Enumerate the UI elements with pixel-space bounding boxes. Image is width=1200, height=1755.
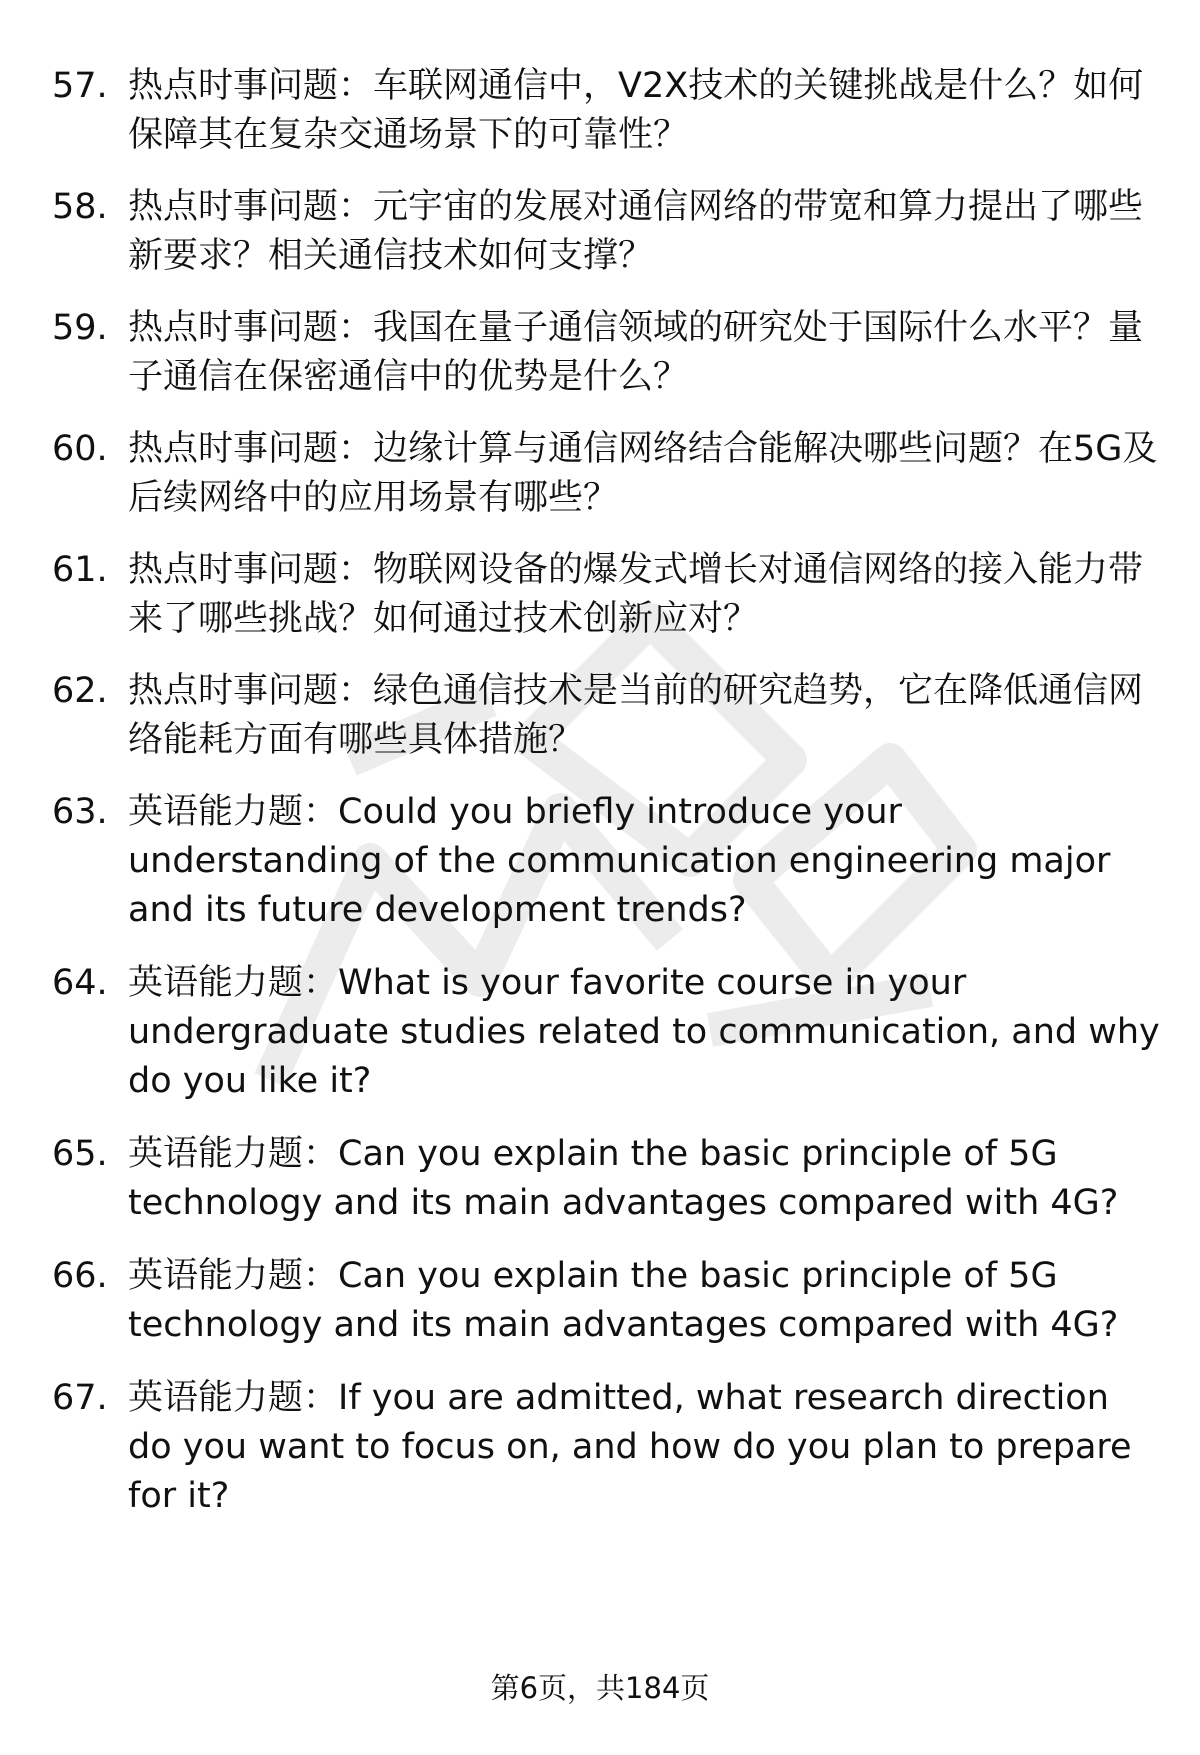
item-number: 66. xyxy=(52,1256,108,1296)
item-text: 英语能力题：Can you explain the basic principle of 5G technology and its main advantages compared with 4G? xyxy=(128,1134,1119,1223)
item-text: 英语能力题：Could you briefly introduce your understanding of the communication engineering major and its future development trends? xyxy=(128,792,1111,930)
item-number: 57. xyxy=(52,66,108,106)
item-number: 64. xyxy=(52,963,108,1003)
item-text: 英语能力题：Can you explain the basic principle of 5G technology and its main advantages compared with 4G? xyxy=(128,1256,1119,1345)
item-text: 热点时事问题：物联网设备的爆发式增长对通信网络的接入能力带来了哪些挑战？如何通过技术创新应对？ xyxy=(128,550,1144,639)
list-item xyxy=(52,304,1162,402)
list-item xyxy=(52,425,1162,523)
question-list xyxy=(52,62,1162,1545)
item-number: 58. xyxy=(52,187,108,227)
list-item xyxy=(52,1130,1162,1228)
item-text: 英语能力题：What is your favorite course in your undergraduate studies related to communication, and why do you like it? xyxy=(128,963,1160,1101)
list-item xyxy=(52,788,1162,935)
list-item xyxy=(52,62,1162,160)
item-number: 60. xyxy=(52,429,108,469)
item-number: 65. xyxy=(52,1134,108,1174)
page-number-footer: 第6页，共184页 xyxy=(490,1671,710,1705)
item-number: 61. xyxy=(52,550,108,590)
item-text: 热点时事问题：车联网通信中，V2X技术的关键挑战是什么？如何保障其在复杂交通场景下的可靠性？ xyxy=(128,66,1144,155)
item-text: 热点时事问题：绿色通信技术是当前的研究趋势，它在降低通信网络能耗方面有哪些具体措施？ xyxy=(128,671,1144,760)
list-item xyxy=(52,667,1162,765)
list-item xyxy=(52,183,1162,281)
list-item xyxy=(52,959,1162,1106)
item-number: 67. xyxy=(52,1378,108,1418)
item-text: 热点时事问题：元宇宙的发展对通信网络的带宽和算力提出了哪些新要求？相关通信技术如何支撑？ xyxy=(128,187,1144,276)
item-text: 热点时事问题：我国在量子通信领域的研究处于国际什么水平？量子通信在保密通信中的优势是什么？ xyxy=(128,308,1144,397)
item-text: 英语能力题：If you are admitted, what research direction do you want to focus on, and how do you plan to prepare for it? xyxy=(128,1378,1132,1516)
list-item xyxy=(52,546,1162,644)
item-number: 59. xyxy=(52,308,108,348)
item-number: 63. xyxy=(52,792,108,832)
item-text: 热点时事问题：边缘计算与通信网络结合能解决哪些问题？在5G及后续网络中的应用场景有哪些？ xyxy=(128,429,1158,518)
list-item xyxy=(52,1252,1162,1350)
item-number: 62. xyxy=(52,671,108,711)
list-item xyxy=(52,1374,1162,1521)
